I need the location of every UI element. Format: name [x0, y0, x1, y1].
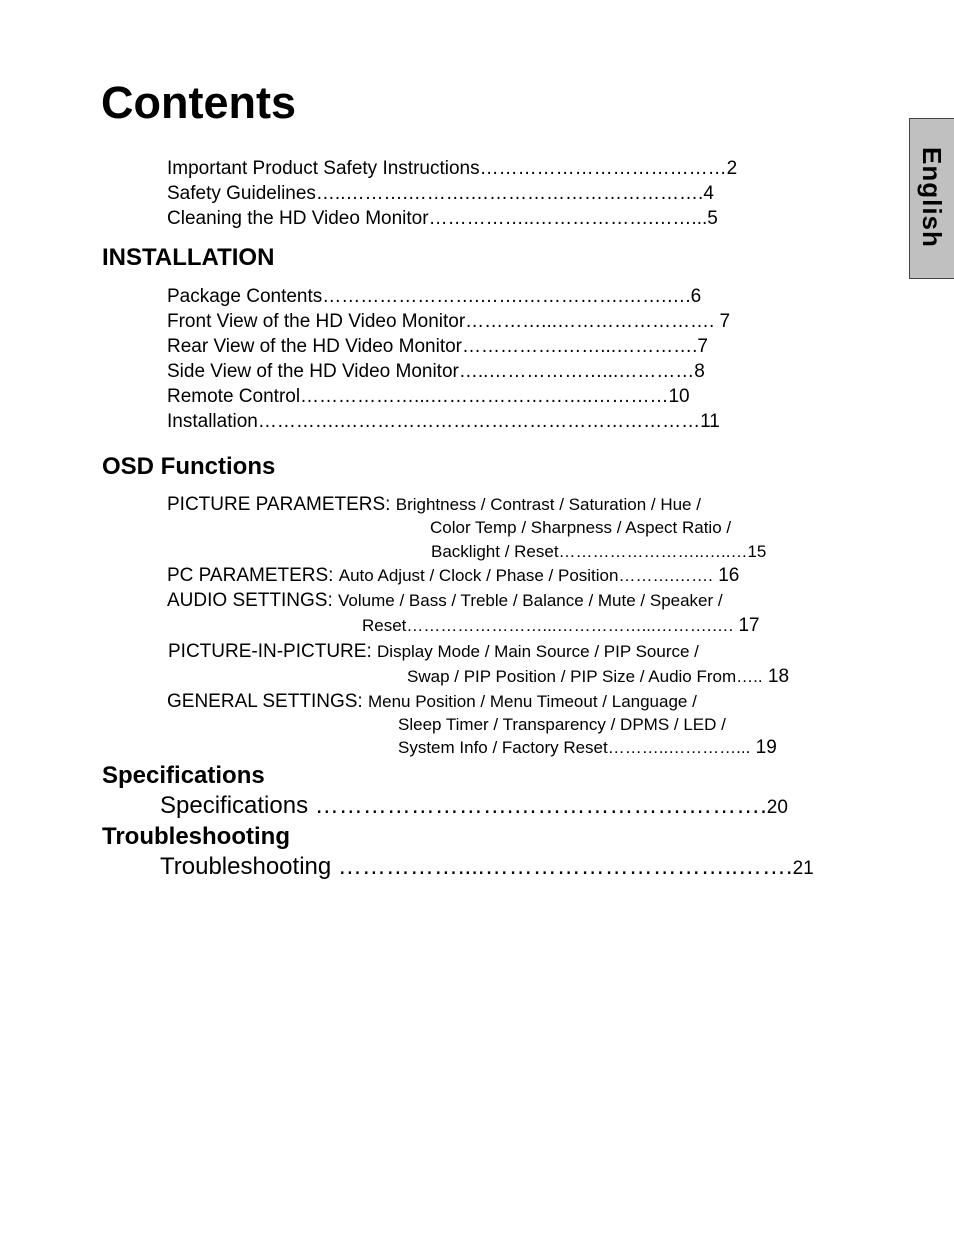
audio-settings-page: 17 [738, 615, 760, 636]
picture-parameters-line-3: Backlight / Reset……………………..…..…15 [431, 542, 767, 561]
toc-entry-audio-settings[interactable] [167, 589, 723, 613]
audio-settings-label: AUDIO SETTINGS: [167, 590, 333, 611]
toc-entry-front-view[interactable]: Front View of the HD Video Monitor…………...……………………. 7 [167, 311, 731, 332]
section-heading-specifications: Specifications [102, 762, 265, 789]
general-settings-line-2: Sleep Timer / Transparency / DPMS / LED / [398, 715, 726, 734]
toc-entry-pc-parameters[interactable] [167, 564, 739, 588]
toc-entry-installation[interactable]: Installation………….…………………………………………………11 [167, 411, 720, 432]
pip-line-1: Display Mode / Main Source / PIP Source / [377, 642, 699, 661]
toc-entry-specifications[interactable] [160, 791, 788, 821]
toc-entry-picture-parameters[interactable] [167, 493, 701, 517]
specifications-entry-text: Specifications …………………….………………….………. [160, 792, 767, 819]
general-settings-line-3-wrap [398, 736, 777, 760]
toc-entry-general-settings[interactable] [167, 690, 697, 714]
pip-line-2: Swap / PIP Position / PIP Size / Audio From….. [407, 667, 763, 686]
section-heading-troubleshooting: Troubleshooting [102, 823, 290, 850]
general-settings-label: GENERAL SETTINGS: [167, 691, 363, 712]
language-tab-label: English [917, 147, 947, 248]
toc-entry-rear-view[interactable]: Rear View of the HD Video Monitor…………….……...………….7 [167, 336, 708, 357]
general-settings-line-3: System Info / Factory Reset………..…………... [398, 738, 751, 757]
toc-entry-package-contents[interactable]: Package Contents…………………….…….…………….…….….6 [167, 286, 702, 307]
toc-entry-picture-in-picture[interactable] [168, 640, 699, 664]
page-title: Contents [101, 77, 296, 128]
picture-parameters-line-2: Color Temp / Sharpness / Aspect Ratio / [430, 518, 732, 537]
general-settings-page: 19 [755, 737, 777, 758]
pc-parameters-label: PC PARAMETERS: [167, 565, 334, 586]
pc-parameters-line-1: Auto Adjust / Clock / Phase / Position……….……. [338, 566, 713, 585]
toc-entry-safety-guidelines[interactable]: Safety Guidelines…..……….……….……………………………….4 [167, 183, 714, 204]
pc-parameters-page: 16 [718, 565, 740, 586]
pip-page: 18 [767, 666, 790, 687]
troubleshooting-page: 21 [792, 858, 814, 879]
pip-label: PICTURE-IN-PICTURE: [168, 641, 372, 662]
troubleshooting-entry-text: Troubleshooting ……………....…………………………..……. [160, 853, 793, 880]
language-tab [909, 118, 954, 279]
toc-entry-remote-control[interactable]: Remote Control………………...……………………..…………10 [167, 386, 690, 407]
audio-settings-line-1: Volume / Bass / Treble / Balance / Mute / Speaker / [338, 591, 723, 610]
audio-settings-line-2-wrap [362, 614, 760, 638]
toc-entry-cleaning[interactable]: Cleaning the HD Video Monitor……………..……………….……...5 [167, 208, 718, 229]
pip-line-2-wrap [407, 665, 789, 689]
toc-entry-safety-instructions[interactable]: Important Product Safety Instructions…………………………………2 [167, 158, 738, 179]
general-settings-line-1: Menu Position / Menu Timeout / Language / [367, 692, 697, 711]
section-heading-installation: INSTALLATION [102, 244, 275, 271]
toc-entry-side-view[interactable]: Side View of the HD Video Monitor…..………………...…………8 [167, 361, 705, 382]
picture-parameters-label: PICTURE PARAMETERS: [167, 494, 391, 515]
audio-settings-line-2: Reset……………………...……………...……….…. [362, 616, 734, 635]
toc-entry-troubleshooting[interactable] [160, 852, 814, 884]
section-heading-osd: OSD Functions [102, 453, 276, 480]
picture-parameters-line-1: Brightness / Contrast / Saturation / Hue / [395, 495, 701, 514]
specifications-page: 20 [766, 797, 788, 818]
